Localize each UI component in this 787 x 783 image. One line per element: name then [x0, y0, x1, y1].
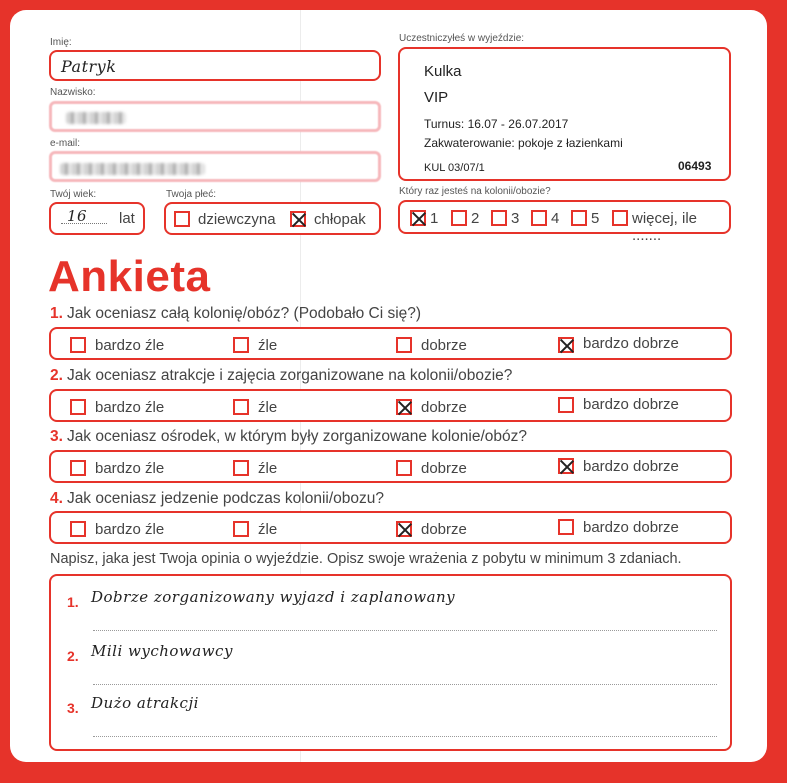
trip-tier: VIP: [424, 89, 449, 106]
surname-label: Nazwisko:: [50, 87, 96, 98]
times-checkbox-1[interactable]: [410, 210, 426, 226]
sex-checkbox-boy[interactable]: [290, 211, 306, 227]
opinion-line-1: [93, 630, 717, 631]
times-checkbox-more[interactable]: [612, 210, 628, 226]
sex-option-girl: dziewczyna: [198, 211, 276, 228]
q1-answer-bardzo-dobrze: bardzo dobrze: [583, 335, 679, 352]
times-label: Który raz jesteś na kolonii/obozie?: [399, 186, 551, 197]
q2-checkbox-bardzo-zle[interactable]: [70, 399, 86, 415]
trip-code: KUL 03/07/1: [424, 162, 485, 174]
q1-checkbox-dobrze[interactable]: [396, 337, 412, 353]
question-4-text: Jak oceniasz jedzenie podczas kolonii/obozu?: [66, 490, 385, 507]
times-option-3: 3: [511, 210, 520, 227]
q3-checkbox-bardzo-dobrze[interactable]: [558, 458, 574, 474]
opinion-line-2: [93, 684, 717, 685]
email-field[interactable]: [49, 151, 381, 182]
survey-title: Ankieta: [48, 252, 211, 301]
opinion-text-3: Dużo atrakcji: [91, 694, 199, 712]
q3-answer-zle: źle: [258, 460, 278, 477]
name-label: Imię:: [50, 37, 72, 48]
times-option-2: 2: [471, 210, 480, 227]
times-checkbox-5[interactable]: [571, 210, 587, 226]
question-4-number: 4.: [50, 490, 63, 507]
q2-checkbox-zle[interactable]: [233, 399, 249, 415]
opinion-number-3: 3.: [67, 700, 79, 716]
age-unit: lat: [119, 210, 135, 227]
times-option-1: 1: [430, 210, 439, 227]
q4-answer-zle: źle: [258, 521, 278, 538]
q4-checkbox-bardzo-zle[interactable]: [70, 521, 86, 537]
trip-turnus: Turnus: 16.07 - 26.07.2017: [424, 117, 569, 131]
surname-field[interactable]: [49, 101, 381, 132]
opinion-text-1: Dobrze zorganizowany wyjazd i zaplanowany: [91, 588, 456, 606]
q1-checkbox-zle[interactable]: [233, 337, 249, 353]
question-2-answers: [49, 389, 732, 422]
sex-field: [164, 202, 381, 235]
question-3-text: Jak oceniasz ośrodek, w którym były zorganizowane kolonie/obóz?: [66, 428, 528, 445]
question-1-answers: [49, 327, 732, 360]
opinion-text-2: Mili wychowawcy: [91, 642, 233, 660]
q4-answer-bardzo-zle: bardzo źle: [95, 521, 165, 538]
q3-answer-dobrze: dobrze: [421, 460, 467, 477]
q4-checkbox-dobrze[interactable]: [396, 521, 412, 537]
q3-answer-bardzo-zle: bardzo źle: [95, 460, 165, 477]
question-2-number: 2.: [50, 367, 63, 384]
opinion-number-1: 1.: [67, 594, 79, 610]
q2-checkbox-bardzo-dobrze[interactable]: [558, 397, 574, 413]
surname-redacted: [66, 112, 126, 124]
q1-answer-dobrze: dobrze: [421, 337, 467, 354]
question-1-number: 1.: [50, 305, 63, 322]
question-3: [50, 428, 527, 446]
q2-answer-bardzo-zle: bardzo źle: [95, 399, 165, 416]
question-1: [50, 305, 421, 323]
question-1-text: Jak oceniasz całą kolonię/obóz? (Podobało Ci się?): [66, 305, 422, 322]
times-checkbox-3[interactable]: [491, 210, 507, 226]
q2-checkbox-dobrze[interactable]: [396, 399, 412, 415]
times-option-4: 4: [551, 210, 560, 227]
trip-card: [398, 47, 731, 181]
question-3-number: 3.: [50, 428, 63, 445]
q2-answer-zle: źle: [258, 399, 278, 416]
trip-accommodation: Zakwaterowanie: pokoje z łazienkami: [424, 136, 623, 150]
q4-checkbox-bardzo-dobrze[interactable]: [558, 519, 574, 535]
age-field[interactable]: [49, 202, 145, 235]
q1-answer-zle: źle: [258, 337, 278, 354]
times-checkbox-2[interactable]: [451, 210, 467, 226]
q1-answer-bardzo-zle: bardzo źle: [95, 337, 165, 354]
name-value: Patryk: [61, 57, 117, 76]
q4-checkbox-zle[interactable]: [233, 521, 249, 537]
q3-checkbox-dobrze[interactable]: [396, 460, 412, 476]
trip-label: Uczestniczyłeś w wyjeździe:: [399, 33, 525, 44]
name-field[interactable]: [49, 50, 381, 81]
q1-checkbox-bardzo-zle[interactable]: [70, 337, 86, 353]
q1-checkbox-bardzo-dobrze[interactable]: [558, 337, 574, 353]
question-3-answers: [49, 450, 732, 483]
email-label: e-mail:: [50, 138, 81, 149]
question-4-answers: [49, 511, 732, 544]
sex-option-boy: chłopak: [314, 211, 366, 228]
trip-name: Kulka: [424, 63, 462, 80]
opinion-prompt: Napisz, jaka jest Twoja opinia o wyjeździe. Opisz swoje wrażenia z pobytu w minimum 3 zdaniach.: [50, 551, 682, 567]
q4-answer-bardzo-dobrze: bardzo dobrze: [583, 519, 679, 536]
times-option-5: 5: [591, 210, 600, 227]
opinion-line-3: [93, 736, 717, 737]
times-option-more: więcej, ile .......: [632, 210, 698, 244]
sex-checkbox-girl[interactable]: [174, 211, 190, 227]
opinion-box[interactable]: [49, 574, 732, 751]
q3-checkbox-zle[interactable]: [233, 460, 249, 476]
opinion-number-2: 2.: [67, 648, 79, 664]
q3-checkbox-bardzo-zle[interactable]: [70, 460, 86, 476]
q3-answer-bardzo-dobrze: bardzo dobrze: [583, 458, 679, 475]
times-field: [398, 200, 731, 244]
age-value: 16: [67, 207, 88, 225]
email-redacted: [60, 163, 205, 175]
question-2-text: Jak oceniasz atrakcje i zajęcia zorganizowane na kolonii/obozie?: [66, 367, 513, 384]
times-checkbox-4[interactable]: [531, 210, 547, 226]
q2-answer-dobrze: dobrze: [421, 399, 467, 416]
q2-answer-bardzo-dobrze: bardzo dobrze: [583, 396, 679, 413]
trip-number: 06493: [678, 159, 712, 173]
question-4: [50, 490, 384, 508]
age-label: Twój wiek:: [50, 189, 97, 200]
q4-answer-dobrze: dobrze: [421, 521, 467, 538]
sex-label: Twoja płeć:: [166, 189, 217, 200]
question-2: [50, 367, 512, 385]
